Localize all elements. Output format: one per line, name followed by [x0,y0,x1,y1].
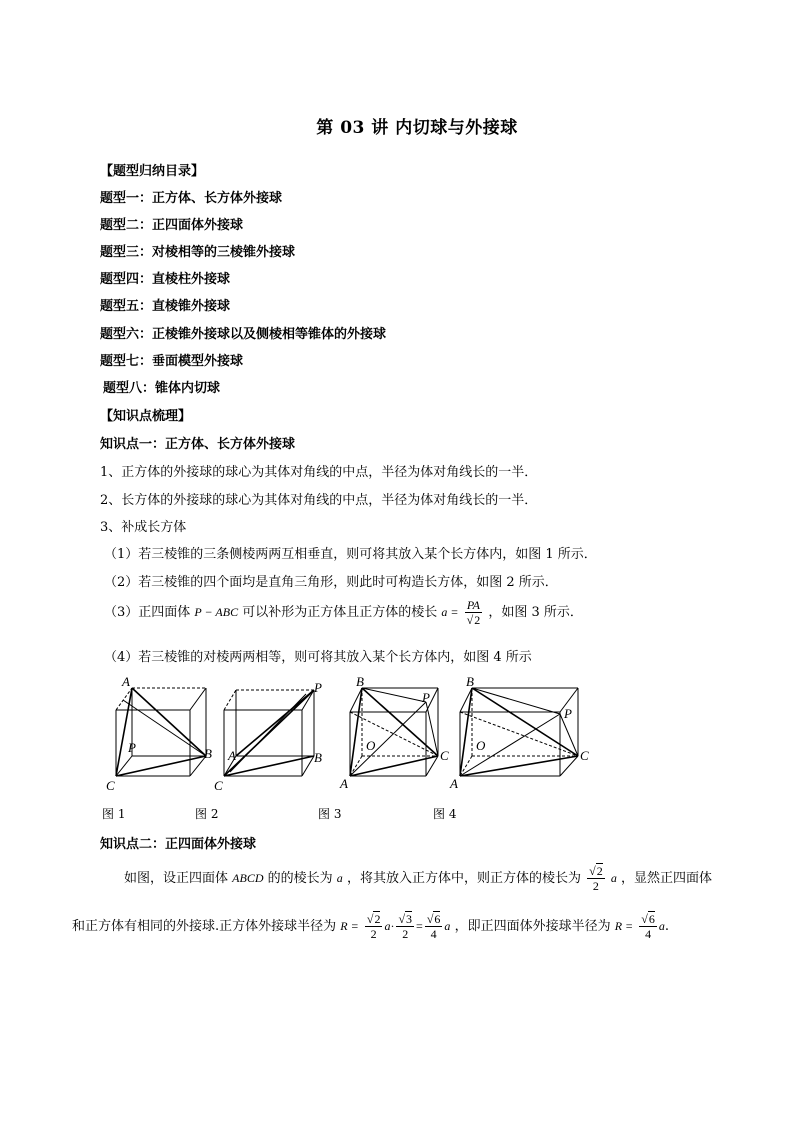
paragraph: 2、长方体的外接球的球心为其体对角线的中点，半径为体对角线长的一半． [100,493,538,508]
radicand: 3 [406,912,413,926]
vertex-label: O [476,738,486,753]
vertex-label: P [314,680,322,695]
paragraph-with-formula [124,864,712,893]
fraction-denominator: 2 [592,879,599,893]
vertex-label: B [356,674,364,689]
fraction-numerator: √6 [641,912,655,926]
fraction-numerator: √6 [426,912,441,926]
fraction [396,912,414,941]
vertex-label: P [422,690,430,705]
vertex-label: P [128,740,136,755]
paragraph-with-formula [72,912,669,941]
math-expression: a = [441,605,459,619]
math-expression: P − ABC [194,605,239,619]
multiply-dot: · [390,919,395,933]
vertex-label: A [340,776,348,791]
fraction-numerator: PA [465,598,483,613]
text-run: 和正方体有相同的外接球.正方体外接球半径为 [72,919,337,934]
fraction-numerator: √2 [366,912,381,926]
vertex-label: C [440,748,449,763]
math-expression: R = [340,919,359,933]
knowledge-point-1-title: 知识点一：正方体、长方体外接球 [100,437,296,452]
knowledge-point-2-title: 知识点二：正四面体外接球 [100,837,257,852]
paragraph: 1、正方体的外接球的球心为其体对角线的中点，半径为体对角线长的一半． [100,465,538,480]
paragraph: （4）若三棱锥的对棱两两相等，则可将其放入某个长方体内，如图 4 所示 [104,650,532,665]
fraction-denominator: 4 [645,927,652,941]
paragraph: （2）若三棱锥的四个面均是直角三角形，则此时可构造长方体，如图 2 所示． [104,575,558,590]
math-expression: ABCD [232,871,264,885]
math-variable: a [658,919,665,933]
catalog-heading: 【题型归纳目录】 [100,164,205,179]
fraction [639,912,657,941]
catalog-item: 题型二：正四面体外接球 [100,218,244,233]
knowledge-heading: 【知识点梳理】 [100,409,192,424]
vertex-label: A [450,776,458,791]
radicand: 2 [474,613,481,627]
vertex-label: B [466,674,474,689]
radicand: 2 [596,864,603,878]
fraction-numerator: √2 [589,864,603,878]
math-expression: R = [614,919,634,933]
equals-sign: = [416,919,423,933]
vertex-label: C [214,778,223,793]
paragraph: 3、补成长方体 [100,520,187,535]
text-run: 可以补形为正方体且正方体的棱长 [242,605,438,620]
fraction-denominator: 2 [402,927,409,941]
catalog-item: 题型八：锥体内切球 [103,381,221,396]
vertex-label: C [106,778,115,793]
fraction-numerator: √3 [398,912,413,926]
fraction-denominator: 2 [370,927,377,941]
fraction-denominator: 4 [430,927,437,941]
catalog-item: 题型一：正方体、长方体外接球 [100,191,283,206]
catalog-item: 题型四：直棱柱外接球 [100,272,231,287]
radicand: 2 [374,912,381,926]
vertex-label: C [580,748,589,763]
vertex-label: O [366,738,376,753]
fraction [425,912,443,941]
vertex-label: B [204,746,212,761]
figure-caption: 图 3 [318,807,342,821]
paragraph-with-formula [104,598,583,627]
text-run: ，如图 3 所示． [488,605,583,620]
vertex-label: P [564,706,572,721]
figure-4-diagram [450,672,600,797]
period: . [664,919,670,934]
fraction [587,864,605,893]
catalog-item: 题型七：垂面模型外接球 [100,354,244,369]
fraction-denominator: √2 [466,613,481,627]
figure-3-diagram [338,672,458,797]
text-run: （3）正四面体 [104,605,191,620]
text-run: ，即正四面体外接球半径为 [454,919,611,934]
catalog-item: 题型六：正棱锥外接球以及侧棱相等锥体的外接球 [100,327,387,342]
paragraph: （1）若三棱锥的三条侧棱两两互相垂直，则可将其放入某个长方体内，如图 1 所示． [104,547,597,562]
figure-1-diagram [100,672,220,797]
catalog-item: 题型三：对棱相等的三棱锥外接球 [100,245,296,260]
vertex-label: B [314,750,322,765]
fraction [465,598,483,627]
math-variable: a [384,919,391,933]
catalog-item: 题型五：直棱锥外接球 [100,299,231,314]
figure-2-diagram [210,672,330,797]
figure-caption: 图 4 [433,807,457,821]
fraction [365,912,383,941]
math-variable: a [610,871,617,885]
page-title: 第 03 讲 内切球与外接球 [316,118,518,138]
text-run: ，显然正四面体 [620,871,712,886]
figure-caption: 图 2 [195,807,219,821]
text-run: ，将其放入正方体中，则正方体的棱长为 [346,871,581,886]
radicand: 6 [648,912,655,926]
vertex-label: A [228,748,236,763]
math-variable: a [444,919,451,933]
radicand: 6 [434,912,441,926]
text-run: 的的棱长为 [267,871,333,886]
math-variable: a [336,871,343,885]
figure-caption: 图 1 [102,807,126,821]
vertex-label: A [122,674,130,689]
text-run: 如图，设正四面体 [124,871,229,886]
